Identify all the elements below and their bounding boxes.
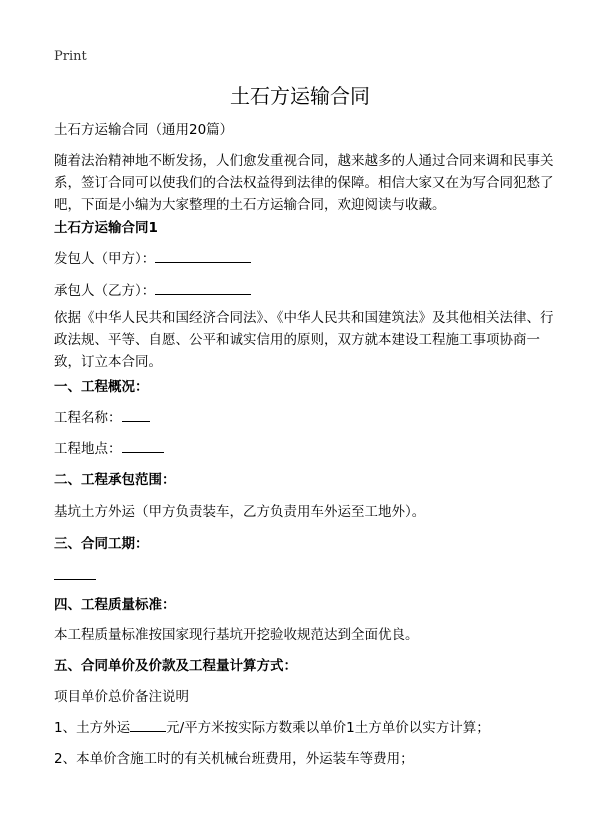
contract-1-heading: 土石方运输合同1 bbox=[54, 220, 158, 236]
scope-text: 基坑土方外运（甲方负责装车，乙方负责用车外运至工地外）。 bbox=[54, 504, 426, 520]
party-a-blank bbox=[155, 248, 251, 263]
section-5-heading: 五、合同单价及价款及工程量计算方式： bbox=[54, 658, 297, 674]
item-1-suffix: 元/平方米按实际方数乘以单价1土方单价以实方计算； bbox=[166, 720, 490, 736]
intro-paragraph: 随着法治精神地不断发扬，人们愈发重视合同，越来越多的人通过合同来调和民事关系，签订合同可以使我们的合法权益得到法律的保障。相信大家又在为写合同犯愁了吧，下面是小编为大家整理的土石方运输合同，欢迎阅读与收藏。 bbox=[54, 153, 554, 213]
table-header-text: 项目单价总价备注说明 bbox=[54, 689, 189, 705]
section-2-heading: 二、工程承包范围： bbox=[54, 472, 176, 488]
document-title: 土石方运输合同 bbox=[230, 84, 370, 108]
party-b-blank bbox=[155, 280, 251, 295]
party-b-row bbox=[54, 280, 554, 302]
item-1-prefix: 1、土方外运 bbox=[54, 720, 131, 736]
project-site-label: 工程地点： bbox=[54, 441, 122, 457]
project-name-label: 工程名称： bbox=[54, 410, 122, 426]
basis-paragraph: 依据《中华人民共和国经济合同法》、《中华人民共和国建筑法》及其他相关法律、行政法规、平等、自愿、公平和诚实信用的原则，双方就本建设工程施工事项协商一致，订立本合同。 bbox=[54, 310, 554, 370]
item-1-row bbox=[54, 717, 554, 739]
project-site-row bbox=[54, 438, 554, 460]
item-2-text: 2、本单价含施工时的有关机械台班费用，外运装车等费用； bbox=[54, 751, 414, 767]
quality-text: 本工程质量标准按国家现行基坑开挖验收规范达到全面优良。 bbox=[54, 627, 419, 643]
section-1-heading: 一、工程概况： bbox=[54, 379, 149, 395]
project-name-row bbox=[54, 407, 554, 429]
party-b-label: 承包人（乙方）： bbox=[54, 283, 156, 299]
print-link[interactable]: Print bbox=[54, 49, 87, 64]
item-1-blank bbox=[130, 717, 166, 732]
section-3-heading: 三、合同工期： bbox=[54, 536, 149, 552]
party-a-row bbox=[54, 248, 554, 270]
document-subtitle: 土石方运输合同（通用20篇） bbox=[54, 122, 234, 138]
project-name-blank bbox=[122, 407, 150, 422]
project-site-blank bbox=[122, 438, 164, 453]
duration-blank bbox=[54, 565, 96, 580]
party-a-label: 发包人（甲方）： bbox=[54, 251, 156, 267]
duration-row bbox=[54, 565, 554, 587]
section-4-heading: 四、工程质量标准： bbox=[54, 597, 176, 613]
